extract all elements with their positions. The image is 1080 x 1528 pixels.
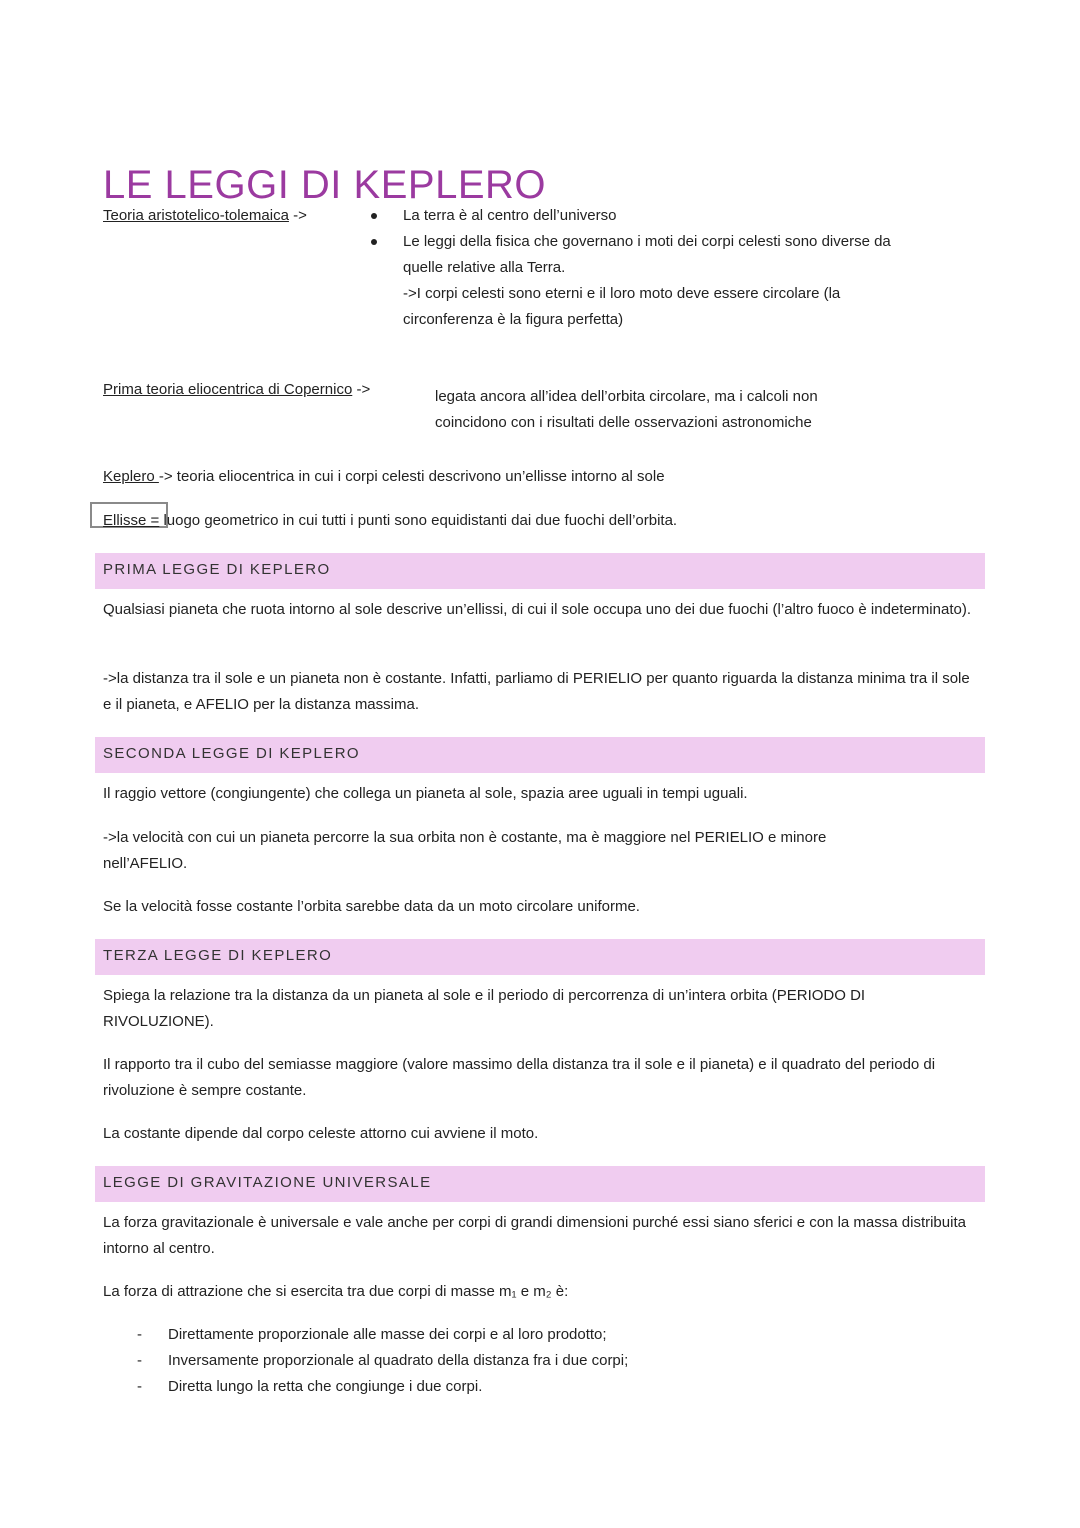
gravitazione-paragraph-2: La forza di attrazione che si esercita tra due corpi di masse m₁ e m₂ è: (103, 1283, 569, 1300)
list-item-text: Diretta lungo la retta che congiunge i due corpi. (168, 1378, 483, 1395)
copernico-text: legata ancora all’idea dell’orbita circolare, ma i calcoli non coincidono con i risultati delle osservazioni astronomiche (435, 388, 818, 431)
prima-paragraph-1: Qualsiasi pianeta che ruota intorno al sole descrive un’ellissi, di cui il sole occupa uno dei due fuochi (l’altro fuoco è indeterminato). (103, 601, 971, 618)
copernico-label: Prima teoria eliocentrica di Copernico (103, 381, 353, 398)
ellisse-text: luogo geometrico in cui tutti i punti sono equidistanti dai due fuochi dell’orbita. (159, 512, 678, 529)
gravitazione-dash-list (137, 1322, 968, 1400)
list-item (403, 229, 933, 281)
bullet-text: La terra è al centro dell’universo (403, 207, 617, 224)
tolemaica-note: ->I corpi celesti sono eterni e il loro moto deve essere circolare (la circonferenza è la figura perfetta) (403, 285, 841, 328)
list-item-text: Direttamente proporzionale alle masse dei corpi e al loro prodotto; (168, 1326, 607, 1343)
list-item (137, 1374, 968, 1400)
keplero-label: Keplero (103, 468, 159, 485)
section-title: PRIMA LEGGE DI KEPLERO (103, 561, 331, 578)
tolemaica-points (403, 203, 933, 333)
seconda-paragraph-3: Se la velocità fosse costante l’orbita sarebbe data da un moto circolare uniforme. (103, 898, 640, 915)
list-item (137, 1348, 968, 1374)
list-item (403, 203, 933, 229)
section-heading-prima (95, 553, 985, 589)
list-item (137, 1322, 968, 1348)
ellisse-row (103, 508, 677, 534)
tolemaica-arrow: -> (288, 207, 307, 224)
tolemaica-bullet-list (403, 203, 933, 281)
dash-marker: - (137, 1378, 142, 1395)
copernico-arrow: -> (352, 381, 371, 398)
section-heading-seconda (95, 737, 985, 773)
terza-paragraph-2: Il rapporto tra il cubo del semiasse maggiore (valore massimo della distanza tra il sole e il pianeta) e il quadrato del periodo di rivoluzione è sempre costante. (103, 1056, 936, 1099)
gravitazione-list (137, 1322, 968, 1400)
keplero-text: -> teoria eliocentrica in cui i corpi celesti descrivono un’ellisse intorno al sole (158, 468, 665, 485)
ellisse-label: Ellisse = (103, 512, 160, 529)
dash-marker: - (137, 1352, 142, 1369)
section-heading-terza (95, 939, 985, 975)
section-heading-gravitazione (95, 1166, 985, 1202)
copernico-label-row (103, 377, 370, 403)
keplero-row (103, 464, 665, 490)
terza-paragraph-1: Spiega la relazione tra la distanza da un pianeta al sole e il periodo di percorrenza di un’intera orbita (PERIODO DI RIVOLUZIONE). (103, 987, 866, 1030)
section-title: LEGGE DI GRAVITAZIONE UNIVERSALE (103, 1174, 432, 1191)
tolemaica-label: Teoria aristotelico-tolemaica (103, 207, 289, 224)
page-title: LE LEGGI DI KEPLERO (103, 162, 546, 207)
seconda-paragraph-1: Il raggio vettore (congiungente) che collega un pianeta al sole, spazia aree uguali in tempi uguali. (103, 785, 748, 802)
bullet-dot-icon (371, 239, 377, 245)
gravitazione-paragraph-1: La forza gravitazionale è universale e vale anche per corpi di grandi dimensioni purché essi siano sferici e con la massa distribuita intorno al centro. (103, 1214, 966, 1257)
seconda-paragraph-2: ->la velocità con cui un pianeta percorre la sua orbita non è costante, ma è maggiore nel PERIELIO e minore nell’AFELIO. (103, 829, 827, 872)
section-title: SECONDA LEGGE DI KEPLERO (103, 745, 361, 762)
list-item-text: Inversamente proporzionale al quadrato della distanza fra i due corpi; (168, 1352, 629, 1369)
bullet-dot-icon (371, 213, 377, 219)
prima-paragraph-2: ->la distanza tra il sole e un pianeta non è costante. Infatti, parliamo di PERIELIO per quanto riguarda la distanza minima tra il sole e il pianeta, e AFELIO per la distanza massima. (103, 670, 970, 713)
bullet-text: Le leggi della fisica che governano i moti dei corpi celesti sono diverse da quelle relative alla Terra. (403, 233, 891, 276)
dash-marker: - (137, 1326, 142, 1343)
section-title: TERZA LEGGE DI KEPLERO (103, 947, 333, 964)
tolemaica-label-row (103, 203, 307, 229)
terza-paragraph-3: La costante dipende dal corpo celeste attorno cui avviene il moto. (103, 1125, 539, 1142)
